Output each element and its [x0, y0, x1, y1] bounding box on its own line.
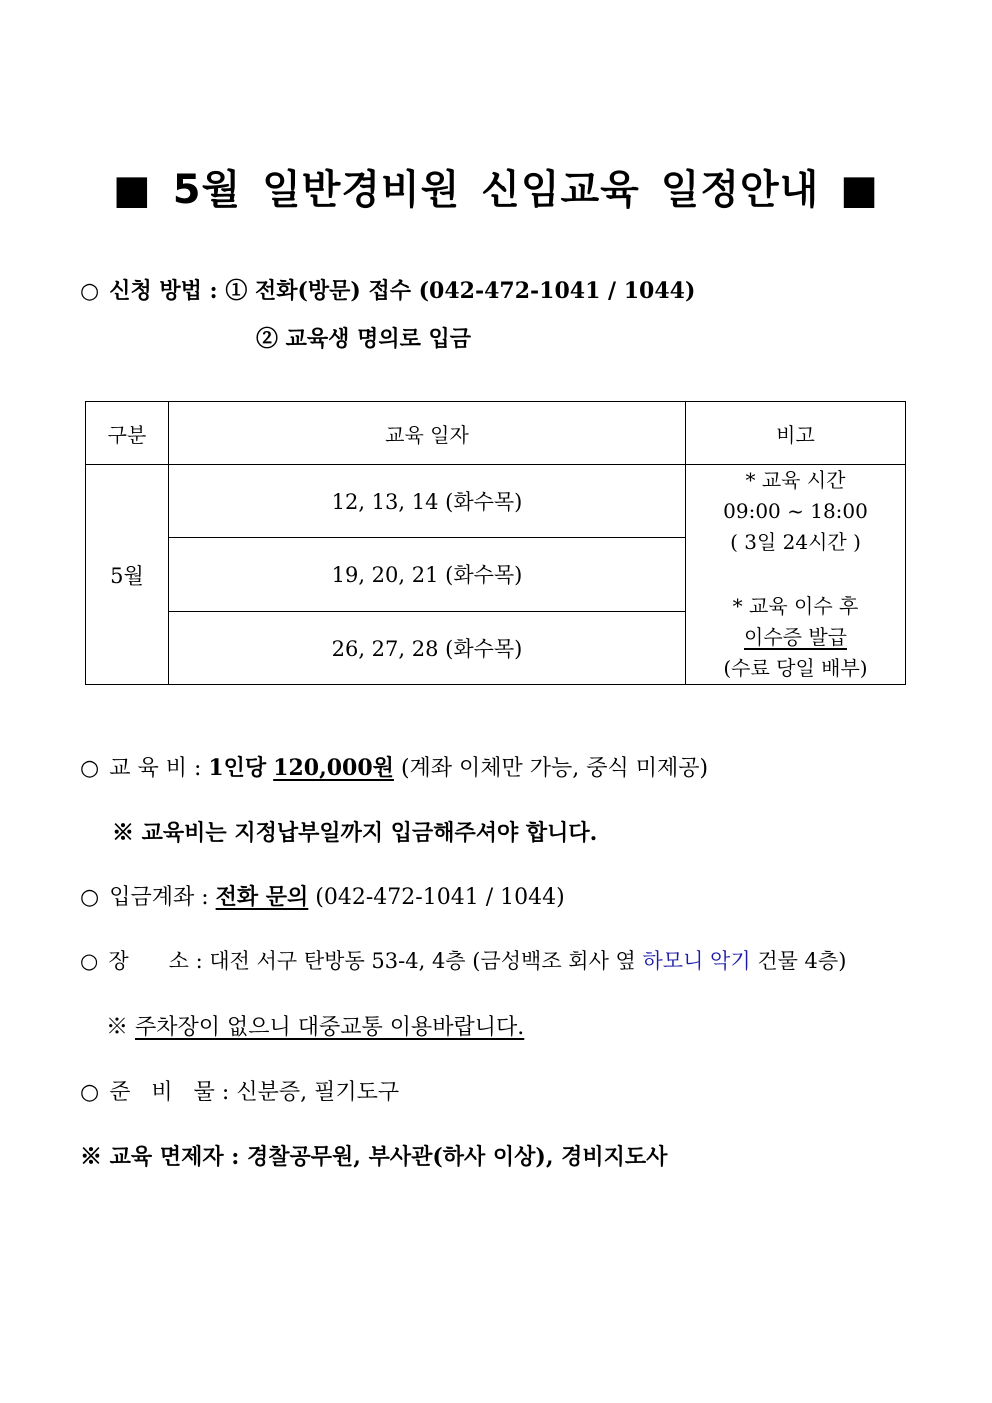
deadline-note: ※ 교육비는 지정납부일까지 입금해주셔야 합니다.: [112, 820, 598, 846]
bullet-circle: ○: [80, 756, 100, 781]
fee-line: [80, 751, 708, 782]
apply-method-item-2: ② 교육생 명의로 입금: [256, 326, 471, 352]
location-suffix: 건물 4층): [757, 949, 847, 973]
location-label: 장 소 :: [108, 949, 203, 973]
certificate-issue: 이수증 발급: [744, 625, 847, 649]
account-label: 입금계좌 :: [109, 885, 209, 910]
training-time-label: * 교육 시간: [745, 468, 846, 492]
exemption-note: ※ 교육 면제자 : 경찰공무원, 부사관(하사 이상), 경비지도사: [80, 1144, 668, 1170]
header-category: 구분: [86, 402, 169, 465]
date-cell: 26, 27, 28 (화수목): [169, 611, 686, 684]
training-time-range: 09:00 ~ 18:00: [723, 499, 868, 523]
supplies-line: [80, 1075, 399, 1106]
bullet-circle: ○: [80, 279, 100, 304]
supplies-value: 신분증, 필기도구: [236, 1080, 400, 1105]
account-line: [80, 880, 565, 911]
training-duration: ( 3일 24시간 ): [730, 530, 861, 554]
header-dates: 교육 일자: [169, 402, 686, 465]
fee-label: 교 육 비 :: [109, 756, 202, 781]
location-building: 하모니 악기: [642, 949, 751, 973]
bullet-circle: ○: [80, 885, 100, 910]
header-remarks: 비고: [686, 402, 906, 465]
date-cell: 19, 20, 21 (화수목): [169, 538, 686, 611]
parking-note-mark: ※: [106, 1015, 129, 1040]
location-line: [80, 945, 846, 975]
apply-method-line: [80, 274, 695, 305]
bullet-circle: ○: [80, 949, 99, 973]
page-title: ■ 5월 일반경비원 신임교육 일정안내 ■: [112, 167, 879, 213]
parking-note-text: 주차장이 없으니 대중교통 이용바랍니다.: [135, 1015, 525, 1040]
supplies-label: 준 비 물 :: [109, 1080, 230, 1105]
table-header-row: [86, 402, 906, 465]
fee-amount-prefix: 1인당: [208, 755, 267, 781]
month-cell: 5월: [86, 465, 169, 685]
date-cell: 12, 13, 14 (화수목): [169, 465, 686, 538]
certificate-label: * 교육 이수 후: [732, 594, 859, 618]
remarks-cell: [686, 465, 906, 685]
parking-note: [106, 1010, 524, 1041]
apply-method-label: 신청 방법 :: [109, 278, 218, 304]
schedule-table: [85, 401, 906, 685]
account-value: 전화 문의: [215, 884, 309, 910]
apply-method-item-1: ① 전화(방문) 접수 (042-472-1041 / 1044): [225, 278, 696, 304]
bullet-circle: ○: [80, 1080, 100, 1105]
certificate-note: (수료 당일 배부): [723, 656, 868, 680]
location-address: 대전 서구 탄방동 53-4, 4층 (금성백조 회사 옆: [209, 949, 636, 973]
fee-note: (계좌 이체만 가능, 중식 미제공): [400, 756, 709, 781]
table-row: [86, 465, 906, 538]
fee-amount: 120,000원: [273, 755, 394, 781]
account-phone: (042-472-1041 / 1044): [315, 885, 565, 910]
